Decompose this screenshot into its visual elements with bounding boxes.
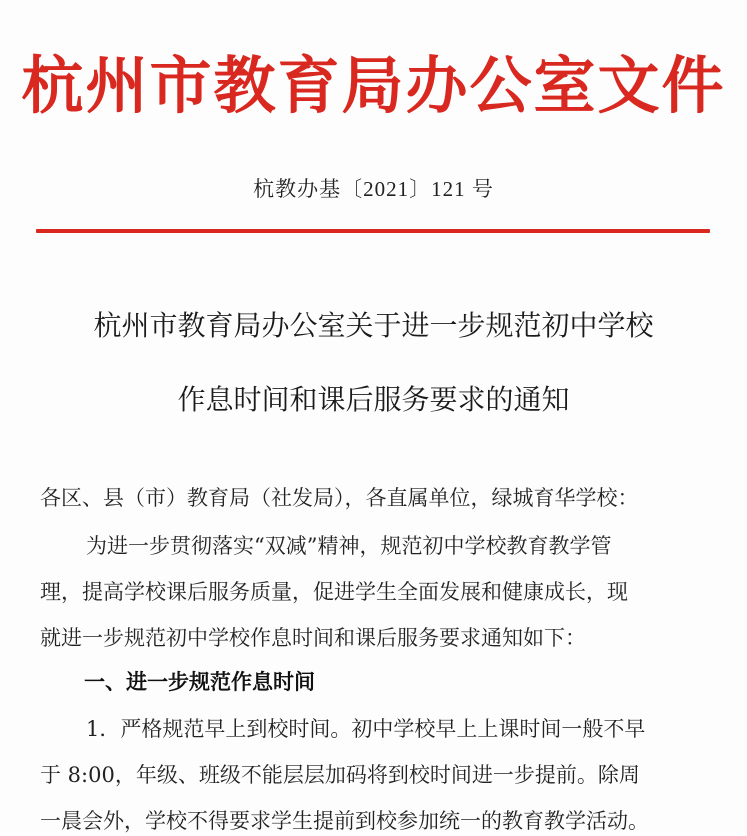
item-line: 于 8:00，年级、班级不能层层加码将到校时间进一步提前。除周: [40, 763, 640, 787]
paragraph-line: 就进一步规范初中学校作息时间和课后服务要求通知如下：: [40, 626, 586, 650]
section-heading: 一、进一步规范作息时间: [84, 670, 315, 694]
document-title-line-2: 作息时间和课后服务要求的通知: [177, 383, 570, 416]
document-number: 杭教办基〔2021〕121 号: [253, 177, 494, 201]
red-divider-line: [36, 229, 710, 233]
paragraph-line: 为进一步贯彻落实“双减”精神，规范初中学校教育教学管: [86, 534, 612, 558]
document-title-line-1: 杭州市教育局办公室关于进一步规范初中学校: [93, 309, 654, 342]
item-line: 1．严格规范早上到校时间。初中学校早上上课时间一般不早: [86, 717, 646, 741]
addressee-line: 各区、县（市）教育局（社发局），各直属单位，绿城育华学校：: [40, 486, 639, 510]
paragraph-line: 理，提高学校课后服务质量，促进学生全面发展和健康成长，现: [40, 580, 628, 604]
item-line: 一晨会外，学校不得要求学生提前到校参加统一的教育教学活动。: [40, 809, 649, 833]
issuer-heading: 杭州市教育局办公室文件: [21, 49, 726, 122]
